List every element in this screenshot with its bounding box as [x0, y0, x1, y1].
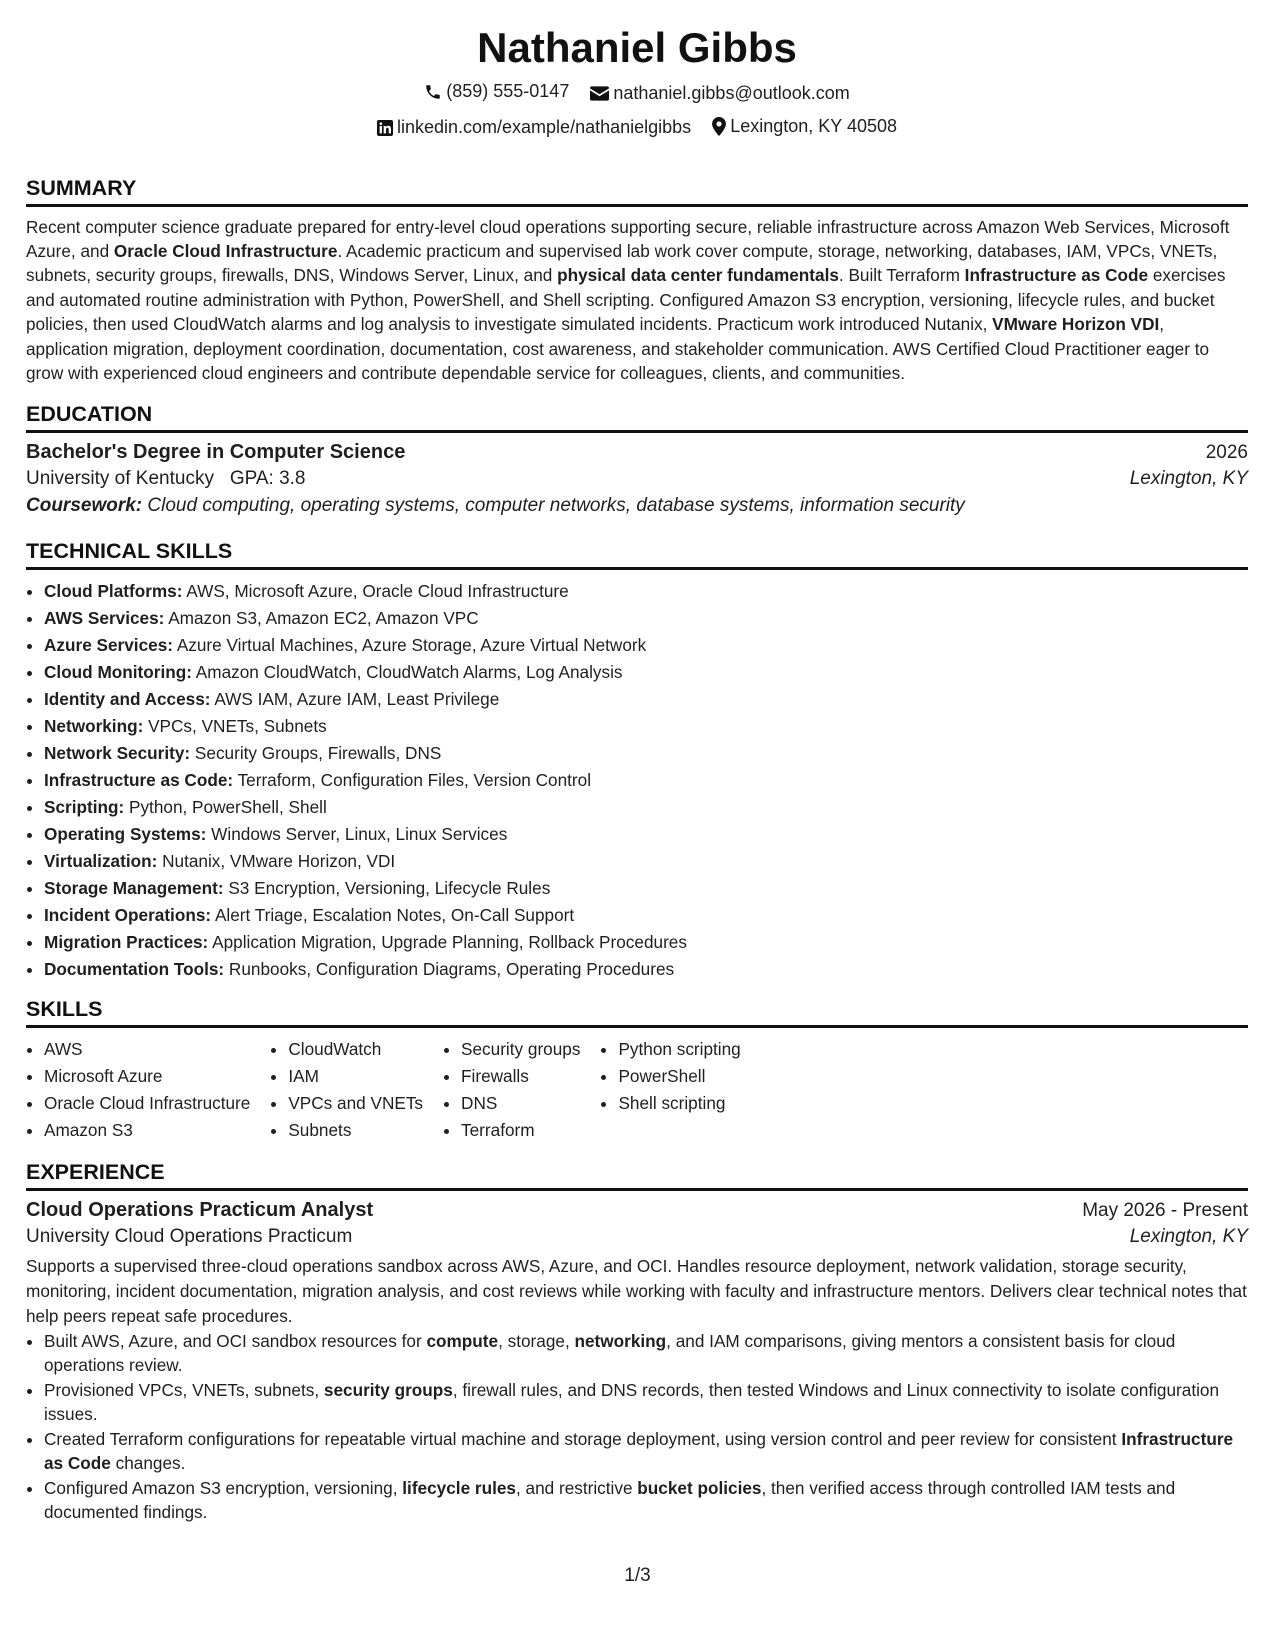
education-section [26, 400, 1248, 517]
skills-column [443, 1036, 580, 1144]
graduation-year: 2026 [1205, 442, 1248, 464]
technical-skill-item: • AWS Services: Amazon S3, Amazon EC2, Amazon VPC [44, 605, 1248, 632]
skills-column [26, 1036, 250, 1144]
page-number: 1/3 [624, 1565, 651, 1586]
skill-item: • Subnets [288, 1117, 423, 1144]
location-contact [712, 111, 897, 142]
technical-skill-item: • Documentation Tools: Runbooks, Configuration Diagrams, Operating Procedures [44, 956, 1248, 983]
section-divider [26, 430, 1248, 433]
skills-column [270, 1036, 423, 1144]
summary-heading: SUMMARY [26, 175, 137, 200]
technical-skills-list [26, 578, 1248, 983]
skills-column [600, 1036, 740, 1144]
coursework: Coursework: Cloud computing, operating systems, computer networks, database systems, information security [26, 495, 965, 517]
email-contact[interactable] [590, 78, 849, 109]
section-divider [26, 1025, 1248, 1028]
skills-section [26, 995, 1248, 1144]
job-location: Lexington, KY [1129, 1226, 1248, 1248]
technical-skills-section [26, 537, 1248, 983]
degree-title: Bachelor's Degree in Computer Science [26, 441, 406, 464]
skill-item: • Amazon S3 [44, 1117, 250, 1144]
role-row [26, 1199, 1248, 1222]
skills-heading: SKILLS [26, 997, 103, 1022]
skills-grid [26, 1036, 1248, 1144]
job-bullet: • Created Terraform configurations for repeatable virtual machine and storage deployment, using version control and peer review for consistent Infrastructure as Code changes. [44, 1427, 1248, 1475]
map-pin-icon [712, 117, 726, 136]
location-text: Lexington, KY 40508 [730, 115, 897, 136]
skill-item: • AWS [44, 1036, 250, 1063]
skill-item: • Terraform [461, 1117, 580, 1144]
job-bullet: • Configured Amazon S3 encryption, versioning, lifecycle rules, and restrictive bucket policies, then verified access through controlled IAM tests and documented findings. [44, 1476, 1248, 1524]
linkedin-url[interactable]: linkedin.com/example/nathanielgibbs [396, 117, 692, 137]
technical-skill-item: • Network Security: Security Groups, Firewalls, DNS [44, 740, 1248, 767]
technical-skill-item: • Migration Practices: Application Migration, Upgrade Planning, Rollback Procedures [44, 929, 1248, 956]
school-location: Lexington, KY [1129, 468, 1248, 490]
email-address[interactable]: nathaniel.gibbs@outlook.com [613, 82, 850, 103]
skill-item: • PowerShell [618, 1063, 740, 1090]
phone-icon [424, 83, 442, 101]
technical-skill-item: • Azure Services: Azure Virtual Machines, Azure Storage, Azure Virtual Network [44, 632, 1248, 659]
job-dates: May 2026 - Present [1082, 1200, 1248, 1222]
linkedin-icon [377, 120, 393, 136]
technical-skill-item: • Identity and Access: AWS IAM, Azure IAM, Least Privilege [44, 686, 1248, 713]
phone-contact [424, 76, 569, 107]
org-row [26, 1226, 1248, 1248]
technical-skill-item: • Operating Systems: Windows Server, Linux, Linux Services [44, 821, 1248, 848]
technical-skill-item: • Virtualization: Nutanix, VMware Horizon, VDI [44, 848, 1248, 875]
skill-item: • Shell scripting [618, 1090, 740, 1117]
phone-number: (859) 555-0147 [446, 81, 570, 101]
job-description: Supports a supervised three-cloud operations sandbox across AWS, Azure, and OCI. Handles resource deployment, network validation, storage security, monitoring, incident documentation, migration analysis, and cost reviews while working with faculty and infrastructure mentors. Delivers clear technical notes that help peers repeat safe procedures. [26, 1256, 1247, 1327]
candidate-name: Nathaniel Gibbs [477, 24, 797, 71]
job-bullet: • Built AWS, Azure, and OCI sandbox resources for compute, storage, networking, and IAM comparisons, giving mentors a consistent basis for cloud operations review. [44, 1329, 1248, 1377]
technical-skill-item: • Networking: VPCs, VNETs, Subnets [44, 713, 1248, 740]
resume-page [26, 20, 1248, 1525]
school-row [26, 468, 1248, 490]
skill-item: • DNS [461, 1090, 580, 1117]
contact-line-1 [26, 76, 1248, 111]
gpa: GPA: 3.8 [229, 468, 306, 490]
skill-item: • Python scripting [618, 1036, 740, 1063]
job-bullets [26, 1329, 1248, 1524]
experience-heading: EXPERIENCE [26, 1160, 165, 1185]
contact-line-2 [26, 111, 1248, 146]
skill-item: • Microsoft Azure [44, 1063, 250, 1090]
skill-item: • Security groups [461, 1036, 580, 1063]
technical-skills-heading: TECHNICAL SKILLS [26, 539, 233, 564]
linkedin-contact[interactable] [377, 112, 691, 143]
technical-skill-item: • Scripting: Python, PowerShell, Shell [44, 794, 1248, 821]
education-heading: EDUCATION [26, 402, 153, 427]
skill-item: • VPCs and VNETs [288, 1090, 423, 1117]
summary-section [26, 174, 1248, 386]
technical-skill-item: • Incident Operations: Alert Triage, Escalation Notes, On-Call Support [44, 902, 1248, 929]
summary-text: Recent computer science graduate prepared for entry-level cloud operations supporting secure, reliable infrastructure across Amazon Web Services, Microsoft Azure, and Oracle Cloud Infrastructure. Academic practicum and supervised lab work cover compute, storage, networking, databases, IAM, VPCs, VNETs, subnets, security groups, firewalls, DNS, Windows Server, Linux, and physical data center fundamentals. Built Terraform Infrastructure as Code exercises and automated routine administration with Python, PowerShell, and Shell scripting. Configured Amazon S3 encryption, versioning, lifecycle rules, and bucket policies, then used CloudWatch alarms and log analysis to investigate simulated incidents. Practicum work introduced Nutanix, VMware Horizon VDI, application migration, deployment coordination, documentation, cost awareness, and stakeholder communication. AWS Certified Cloud Practitioner eager to grow with experienced cloud engineers and contribute dependable service for colleagues, clients, and communities. [26, 216, 1230, 383]
envelope-icon [590, 86, 609, 101]
school-name: University of Kentucky GPA: 3.8 [26, 468, 306, 490]
technical-skill-item: • Infrastructure as Code: Terraform, Configuration Files, Version Control [44, 767, 1248, 794]
technical-skill-item: • Storage Management: S3 Encryption, Versioning, Lifecycle Rules [44, 875, 1248, 902]
job-title: Cloud Operations Practicum Analyst [26, 1199, 374, 1222]
section-divider [26, 1188, 1248, 1191]
technical-skill-item: • Cloud Monitoring: Amazon CloudWatch, CloudWatch Alarms, Log Analysis [44, 659, 1248, 686]
degree-row [26, 441, 1248, 464]
job-bullet: • Provisioned VPCs, VNETs, subnets, security groups, firewall rules, and DNS records, then tested Windows and Linux connectivity to isolate configuration issues. [44, 1378, 1248, 1426]
section-divider [26, 204, 1248, 207]
section-divider [26, 567, 1248, 570]
skill-item: • CloudWatch [288, 1036, 423, 1063]
technical-skill-item: • Cloud Platforms: AWS, Microsoft Azure, Oracle Cloud Infrastructure [44, 578, 1248, 605]
experience-section [26, 1158, 1248, 1524]
skill-item: • IAM [288, 1063, 423, 1090]
organization-name: University Cloud Operations Practicum [26, 1226, 353, 1248]
skill-item: • Oracle Cloud Infrastructure [44, 1090, 250, 1117]
skill-item: • Firewalls [461, 1063, 580, 1090]
